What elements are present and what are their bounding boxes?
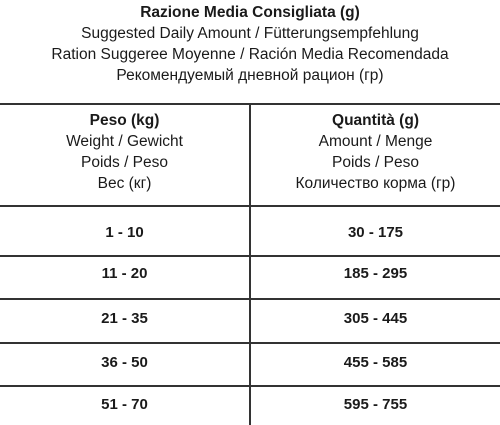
weight-column-header: [0, 110, 249, 194]
title-main: Razione Media Consigliata (g): [140, 4, 360, 21]
amount-header-line-2: Poids / Peso: [331, 154, 420, 171]
weight-cell-row-2: 11 - 20: [101, 265, 148, 282]
title-line-ru: Рекомендуемый дневной рацион (гр): [116, 67, 384, 84]
title-line-fr-es: Ration Suggeree Moyenne / Ración Media Recomendada: [51, 46, 449, 63]
amount-header-line-3: Количество корма (гр): [295, 175, 456, 192]
amount-cell-row-1: 30 - 175: [347, 224, 404, 241]
amount-cell-row-4: 455 - 585: [343, 354, 408, 371]
weight-header-main: Peso (kg): [89, 112, 160, 129]
row-divider-4: [0, 385, 500, 387]
weight-cell-row-3: 21 - 35: [101, 310, 148, 327]
amount-cell-row-3: 305 - 445: [343, 310, 408, 327]
weight-header-line-3: Вес (кг): [97, 175, 152, 192]
row-divider-3: [0, 342, 500, 344]
row-divider-1: [0, 255, 500, 257]
feeding-guide-title: [0, 0, 500, 86]
weight-header-line-2: Poids / Peso: [80, 154, 169, 171]
row-divider-2: [0, 298, 500, 300]
weight-cell-row-1: 1 - 10: [105, 224, 144, 241]
weight-cell-row-5: 51 - 70: [101, 396, 148, 413]
weight-cell-row-4: 36 - 50: [101, 354, 148, 371]
amount-cell-row-5: 595 - 755: [343, 396, 408, 413]
amount-header-main: Quantità (g): [332, 112, 419, 129]
title-line-en-de: Suggested Daily Amount / Fütterungsempfehlung: [81, 25, 419, 42]
weight-header-line-1: Weight / Gewicht: [66, 133, 183, 150]
amount-header-line-1: Amount / Menge: [318, 133, 433, 150]
amount-column-header: [251, 110, 500, 194]
feeding-table: [0, 103, 500, 425]
header-bottom-border: [0, 205, 500, 207]
amount-cell-row-2: 185 - 295: [343, 265, 408, 282]
